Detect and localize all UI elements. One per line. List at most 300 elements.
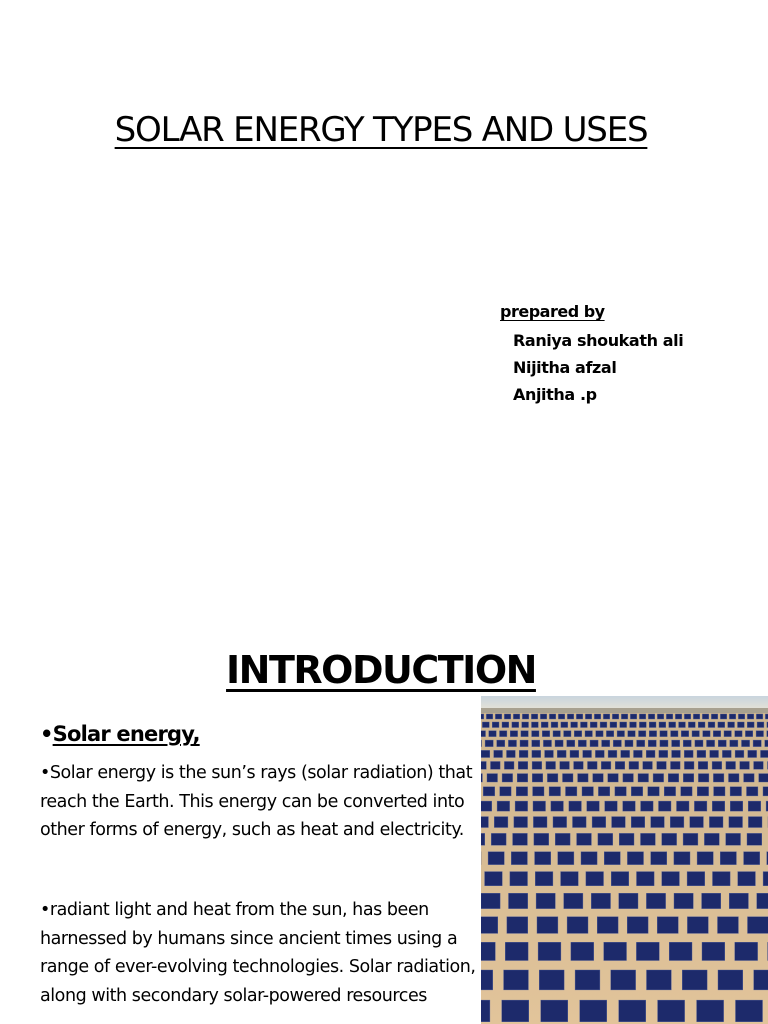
presentation-title: SOLAR ENERGY TYPES AND USES — [114, 110, 648, 150]
solar-panel — [697, 750, 706, 757]
solar-panel — [697, 787, 708, 796]
solar-panel — [756, 714, 762, 719]
solar-panel — [742, 740, 750, 747]
solar-panel — [712, 801, 725, 811]
solar-panel — [756, 731, 763, 737]
solar-panel — [541, 1000, 568, 1022]
solar-panel — [560, 762, 570, 770]
horizon-sky — [481, 696, 768, 710]
solar-panel — [736, 1000, 763, 1022]
solar-panel — [563, 774, 574, 782]
solar-panel — [532, 740, 540, 747]
solar-panel — [657, 762, 667, 770]
solar-panel — [582, 787, 593, 796]
solar-panel — [713, 872, 731, 886]
solar-panel — [612, 817, 626, 828]
solar-panel — [601, 762, 611, 770]
solar-panel — [569, 801, 582, 811]
solar-panel — [670, 817, 684, 828]
solar-panel — [514, 817, 528, 828]
solar-panel — [546, 762, 556, 770]
solar-panel — [697, 1000, 724, 1022]
solar-panel — [551, 722, 558, 728]
solar-panel — [763, 872, 768, 886]
solar-panel — [714, 787, 725, 796]
solar-panel — [627, 917, 648, 934]
solar-panel — [488, 852, 504, 865]
solar-panel — [520, 740, 528, 747]
solar-panel — [620, 722, 627, 728]
solar-panel — [695, 740, 703, 747]
solar-panel — [681, 787, 692, 796]
solar-panel — [662, 833, 677, 845]
solar-panel — [729, 817, 743, 828]
solar-panel — [637, 872, 655, 886]
solar-panel — [522, 714, 528, 719]
solar-panel — [500, 731, 507, 737]
solar-panel — [709, 817, 723, 828]
solar-panel — [513, 714, 519, 719]
solar-panel — [707, 740, 715, 747]
solar-panel — [547, 774, 558, 782]
solar-panel — [515, 801, 528, 811]
solar-panel — [570, 750, 579, 757]
solar-panel — [713, 731, 720, 737]
solar-panel — [684, 750, 693, 757]
solar-panel — [588, 762, 598, 770]
solar-panel — [481, 750, 490, 757]
solar-panel — [637, 740, 645, 747]
solar-panel — [625, 740, 633, 747]
solar-panel — [666, 714, 672, 719]
solar-panel — [491, 762, 501, 770]
solar-panel — [604, 942, 627, 960]
solar-panel — [532, 750, 541, 757]
solar-panel — [744, 852, 760, 865]
solar-panel — [571, 722, 578, 728]
solar-panel — [486, 714, 492, 719]
solar-panel — [595, 750, 604, 757]
solar-panel — [543, 740, 551, 747]
solar-panel — [660, 731, 667, 737]
solar-panel — [693, 714, 699, 719]
solar-panel — [535, 852, 551, 865]
solar-panel — [567, 714, 573, 719]
solar-panel — [648, 740, 656, 747]
solar-panel — [615, 787, 626, 796]
credits-block — [500, 302, 760, 408]
solar-panel — [487, 774, 498, 782]
solar-panel — [612, 714, 618, 719]
solar-panel — [542, 731, 549, 737]
solar-panel — [590, 740, 598, 747]
solar-panel — [585, 731, 592, 737]
solar-panel — [511, 852, 527, 865]
solar-panel — [502, 1000, 529, 1022]
solar-panel — [634, 750, 643, 757]
solar-panel — [684, 714, 690, 719]
solar-panel — [748, 801, 761, 811]
solar-panel — [516, 787, 527, 796]
horizon-line — [481, 708, 768, 713]
solar-panel — [627, 852, 643, 865]
solar-panel — [481, 731, 486, 737]
solar-panel — [485, 740, 493, 747]
solar-panel — [720, 852, 736, 865]
solar-panel — [507, 917, 528, 934]
solar-panel — [722, 750, 731, 757]
solar-panel — [482, 722, 489, 728]
solar-panel — [672, 750, 681, 757]
solar-panel — [553, 731, 560, 737]
solar-panel — [726, 762, 736, 770]
solar-panel — [646, 893, 665, 908]
solar-panel — [500, 787, 511, 796]
intro-paragraph-2: •radiant light and heat from the sun, has been harnessed by humans since ancient times using a range of ever-evolving technologies. Solar radiation, along with secondary solar-powered resources — [40, 900, 476, 1006]
solar-panel — [730, 801, 743, 811]
solar-panel — [545, 750, 554, 757]
solar-panel — [702, 942, 725, 960]
solar-panel — [541, 722, 548, 728]
solar-panel — [481, 833, 485, 845]
solar-panel — [540, 714, 546, 719]
solar-panel — [507, 750, 516, 757]
solar-panel — [623, 774, 634, 782]
solar-panel — [718, 917, 739, 934]
solar-panel — [674, 893, 693, 908]
solar-panel — [692, 731, 699, 737]
solar-panel — [631, 817, 645, 828]
solar-panel — [621, 750, 630, 757]
solar-panel — [713, 774, 724, 782]
solar-panel — [675, 714, 681, 719]
solar-panel — [567, 917, 588, 934]
solar-panel — [747, 722, 754, 728]
solar-panel — [489, 731, 496, 737]
solar-panel — [738, 714, 744, 719]
solar-panel — [551, 801, 564, 811]
solar-panel — [615, 762, 625, 770]
solar-panel — [747, 787, 758, 796]
solar-panel — [481, 917, 498, 934]
solar-panel — [718, 722, 725, 728]
solar-panel — [533, 801, 546, 811]
solar-panel — [641, 801, 654, 811]
solar-panel — [720, 714, 726, 719]
solar-panel — [658, 1000, 685, 1022]
author-name: Anjitha .p — [513, 385, 597, 404]
solar-panel — [702, 714, 708, 719]
solar-panel — [682, 970, 707, 990]
solar-panel — [649, 731, 656, 737]
solar-panel — [643, 762, 653, 770]
author-name: Nijitha afzal — [513, 358, 617, 377]
introduction-title: INTRODUCTION — [226, 648, 536, 692]
solar-panel — [504, 714, 510, 719]
solar-panel — [502, 722, 509, 728]
solar-panel — [481, 893, 500, 908]
solar-panel — [712, 762, 722, 770]
solar-panel — [576, 714, 582, 719]
solar-panel — [557, 750, 566, 757]
solar-panel — [553, 817, 567, 828]
solar-panel — [555, 740, 563, 747]
solar-panel — [708, 722, 715, 728]
solar-panel — [647, 970, 672, 990]
solar-panel — [761, 750, 768, 757]
solar-panel — [561, 872, 579, 886]
solar-panel — [657, 714, 663, 719]
author-list — [500, 327, 760, 408]
solar-panel — [531, 714, 537, 719]
solar-panel — [619, 833, 634, 845]
solar-panel — [598, 787, 609, 796]
solar-panel — [604, 852, 620, 865]
solar-panel — [671, 731, 678, 737]
solar-panel — [532, 722, 539, 728]
solar-panel — [697, 852, 713, 865]
solar-panel — [509, 893, 528, 908]
solar-panel — [491, 833, 506, 845]
solar-panel — [522, 722, 529, 728]
solar-panel — [537, 917, 558, 934]
solar-panel — [702, 893, 721, 908]
solar-panel — [704, 833, 719, 845]
solar-panel — [687, 917, 708, 934]
solar-panel — [590, 722, 597, 728]
solar-panel — [535, 872, 553, 886]
solar-panel — [636, 942, 659, 960]
solar-panel — [567, 740, 575, 747]
solar-panel — [690, 817, 704, 828]
solar-panel — [679, 722, 686, 728]
solar-panel — [735, 750, 744, 757]
solar-panel — [662, 872, 680, 886]
solar-panel — [558, 714, 564, 719]
solar-panel — [648, 714, 654, 719]
solar-panel — [558, 852, 574, 865]
solar-panel — [532, 774, 543, 782]
solar-panel — [669, 942, 692, 960]
solar-panel — [598, 833, 613, 845]
solar-panel — [481, 970, 493, 990]
solar-panel — [735, 731, 742, 737]
solar-panel — [518, 762, 528, 770]
solar-panel — [555, 833, 570, 845]
solar-panel — [594, 714, 600, 719]
solar-panel — [753, 740, 761, 747]
solar-panel — [573, 817, 587, 828]
solar-panel — [502, 774, 512, 782]
solar-panel — [533, 787, 544, 796]
solar-panel — [748, 817, 762, 828]
solar-panel — [729, 893, 748, 908]
solar-panel — [628, 731, 635, 737]
solar-panel — [681, 731, 688, 737]
solar-panel — [710, 750, 719, 757]
solar-panel — [566, 787, 577, 796]
solar-panel — [659, 801, 672, 811]
solar-panel — [687, 872, 705, 886]
solar-panel — [659, 722, 666, 728]
solar-panel — [759, 774, 768, 782]
solar-panel — [728, 722, 735, 728]
solar-panel — [574, 762, 584, 770]
solar-panel — [533, 817, 547, 828]
solar-panel — [495, 714, 501, 719]
solar-panel — [659, 750, 668, 757]
solar-panel — [671, 762, 681, 770]
solar-panel — [683, 833, 698, 845]
solar-panel — [730, 787, 741, 796]
solar-panel — [698, 722, 705, 728]
solar-panel — [532, 731, 539, 737]
solar-panel — [605, 801, 618, 811]
solar-panel — [575, 970, 600, 990]
solar-panel — [510, 731, 517, 737]
solar-panel — [677, 801, 690, 811]
solar-panel — [513, 833, 528, 845]
solar-panel — [664, 787, 675, 796]
solar-panel — [564, 893, 583, 908]
solar-panel — [630, 714, 636, 719]
solar-panel — [592, 817, 606, 828]
solar-panel-field-graphic — [481, 696, 768, 1024]
solar-panel — [619, 1000, 646, 1022]
solar-panel — [504, 970, 529, 990]
solar-panel — [729, 714, 735, 719]
solar-panel — [718, 740, 726, 747]
solar-panel — [630, 722, 637, 728]
solar-panel — [517, 774, 528, 782]
solar-panel — [748, 750, 757, 757]
solar-energy-heading-text: Solar energy, — [52, 722, 200, 746]
solar-panel — [729, 774, 740, 782]
solar-panel — [638, 774, 649, 782]
solar-energy-heading — [40, 722, 200, 746]
solar-panel — [519, 750, 528, 757]
solar-panel — [600, 722, 607, 728]
solar-panel — [596, 731, 603, 737]
solar-panel — [684, 762, 694, 770]
slide-introduction — [0, 610, 768, 1024]
solar-panel — [711, 714, 717, 719]
solar-panel — [505, 942, 528, 960]
solar-panel — [561, 722, 568, 728]
solar-panel — [583, 750, 592, 757]
solar-panel — [538, 942, 561, 960]
solar-panel — [602, 740, 610, 747]
intro-paragraph-1: •Solar energy is the sun’s rays (solar radiation) that reach the Earth. This energy can be converted into other forms of energy, such as heat and electricity. — [40, 763, 473, 840]
solar-panel — [726, 833, 741, 845]
solar-panel — [672, 740, 680, 747]
solar-panel — [578, 740, 586, 747]
solar-panel — [521, 731, 528, 737]
solar-panel — [613, 740, 621, 747]
solar-panel — [648, 787, 659, 796]
solar-panel — [534, 833, 549, 845]
solar-panel — [481, 774, 482, 782]
solar-panel — [549, 714, 555, 719]
solar-panel — [492, 722, 499, 728]
solar-panel — [571, 942, 594, 960]
solar-panel — [698, 762, 708, 770]
solar-panel — [587, 801, 600, 811]
solar-panel — [497, 801, 510, 811]
solar-panel — [747, 714, 753, 719]
solar-panel — [668, 774, 679, 782]
solar-panel — [738, 872, 756, 886]
solar-panel — [639, 731, 646, 737]
solar-panel — [744, 774, 755, 782]
solar-panel — [674, 852, 690, 865]
solar-panel — [593, 774, 604, 782]
solar-panel — [610, 722, 617, 728]
solar-panel — [748, 917, 768, 934]
solar-panel — [497, 740, 505, 747]
solar-panel — [611, 970, 636, 990]
solar-panel — [619, 893, 638, 908]
solar-panel — [585, 714, 591, 719]
solar-panel — [639, 714, 645, 719]
solar-panel — [740, 762, 750, 770]
solar-panel — [481, 762, 486, 770]
solar-panel — [669, 722, 676, 728]
solar-panel — [481, 714, 484, 719]
solar-panel — [608, 750, 617, 757]
solar-panel — [580, 1000, 607, 1022]
solar-panel — [512, 722, 519, 728]
solar-panel — [510, 872, 528, 886]
solar-panel — [745, 731, 752, 737]
solar-panel — [688, 722, 695, 728]
solar-panel — [549, 787, 560, 796]
solar-panel — [683, 740, 691, 747]
solar-panel — [730, 740, 738, 747]
solar-panel — [591, 893, 610, 908]
solar-panel — [617, 731, 624, 737]
solar-panel — [577, 833, 592, 845]
solar-panel — [738, 722, 745, 728]
solar-panel — [724, 731, 731, 737]
solar-panel — [481, 801, 492, 811]
solar-panel — [481, 942, 495, 960]
solar-panel — [660, 740, 668, 747]
solar-panel — [631, 787, 642, 796]
solar-panel — [608, 774, 619, 782]
solar-panel — [641, 833, 656, 845]
prepared-by-label: prepared by — [500, 302, 605, 321]
solar-panel-field-image — [481, 696, 768, 1024]
solar-panel — [539, 970, 564, 990]
solar-panel — [611, 872, 629, 886]
solar-panel — [623, 801, 636, 811]
bullet-glyph: • — [40, 722, 53, 746]
solar-panel — [581, 722, 588, 728]
solar-panel — [578, 774, 589, 782]
solar-panel — [504, 762, 514, 770]
solar-panel — [574, 731, 581, 737]
solar-panel — [586, 872, 604, 886]
solar-panel — [703, 731, 710, 737]
solar-panel — [683, 774, 694, 782]
solar-panel — [657, 917, 678, 934]
solar-panel — [481, 1000, 490, 1022]
solar-panel — [698, 774, 709, 782]
solar-panel — [757, 722, 764, 728]
solar-panel — [747, 833, 762, 845]
solar-panel — [621, 714, 627, 719]
